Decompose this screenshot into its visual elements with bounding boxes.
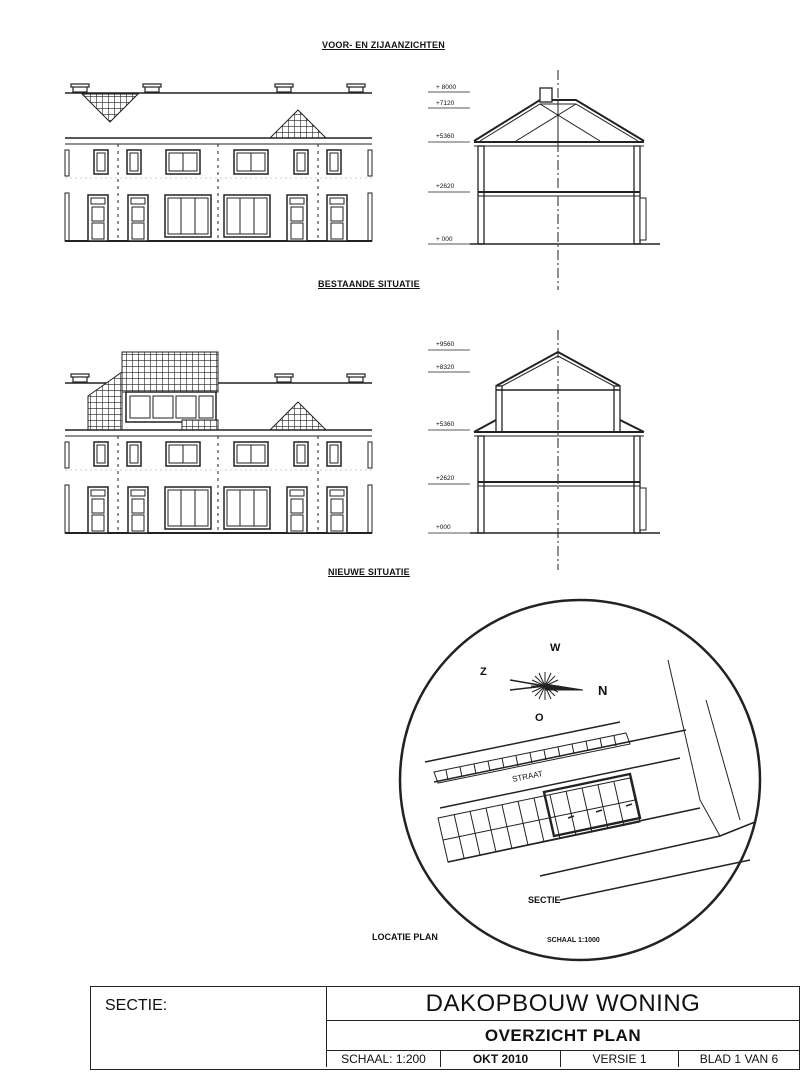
existing-situation-label: BESTAANDE SITUATIE <box>318 279 420 289</box>
existing-elevation <box>65 84 372 241</box>
new-situation-label: NIEUWE SITUATIE <box>328 567 410 577</box>
date-field: OKT 2010 <box>441 1051 561 1067</box>
map-scale-label: SCHAAL 1:1000 <box>547 937 600 944</box>
compass-n: N <box>598 683 608 698</box>
new-elevation <box>65 352 372 533</box>
title-block-section-cell <box>91 987 327 1067</box>
street-label: STRAAT <box>511 769 544 784</box>
plan-subtitle: OVERZICHT PLAN <box>327 1021 799 1051</box>
level-new-floor1: +2620 <box>436 475 455 482</box>
section-map-label: SECTIE <box>528 895 561 905</box>
elevations-title: VOOR- EN ZIJAANZICHTEN <box>322 40 445 50</box>
scale-field: SCHAAL: 1:200 <box>327 1051 441 1067</box>
existing-section <box>428 70 660 290</box>
location-plan-map <box>400 600 760 960</box>
title-block <box>90 986 800 1070</box>
level-new-ground: +000 <box>436 524 451 531</box>
project-title: DAKOPBOUW WONING <box>327 987 799 1021</box>
level-new-eaves: +5360 <box>436 421 455 428</box>
level-existing-eaves: +5360 <box>436 133 455 140</box>
compass-w: W <box>550 642 561 654</box>
location-plan-label: LOCATIE PLAN <box>372 932 438 942</box>
level-existing-ridge: + 8000 <box>436 84 457 91</box>
level-existing-top: +7120 <box>436 100 455 107</box>
level-existing-floor1: +2620 <box>436 183 455 190</box>
compass-o: O <box>535 712 544 724</box>
sheet-field: BLAD 1 VAN 6 <box>699 1052 779 1066</box>
level-new-top: +8320 <box>436 364 455 371</box>
compass-z: Z <box>480 666 487 678</box>
version-field: VERSIE 1 <box>561 1051 679 1067</box>
level-existing-ground: + 000 <box>436 236 453 243</box>
section-field-label: SECTIE: <box>105 997 168 1014</box>
level-new-ridge: +9560 <box>436 341 455 348</box>
new-section <box>428 330 660 570</box>
